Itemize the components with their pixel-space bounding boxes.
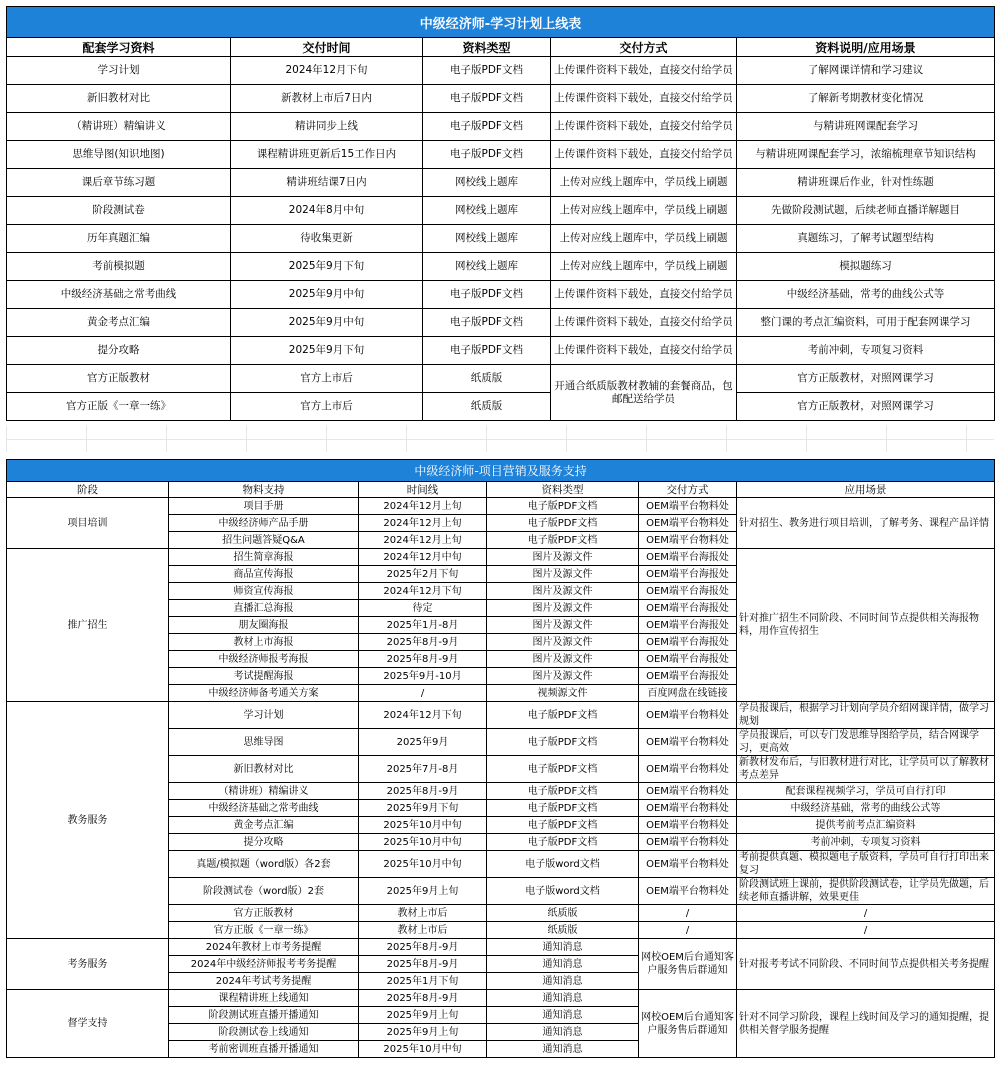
cell-material: 招生简章海报 (169, 549, 359, 566)
cell-time: 2025年1月下旬 (359, 973, 487, 990)
cell-type: 电子版PDF文档 (487, 783, 639, 800)
cell-delivery: OEM端平台海报处 (639, 583, 737, 600)
cell-material: （精讲班）精编讲义 (169, 783, 359, 800)
cell-type: 电子版PDF文档 (423, 309, 551, 337)
cell-desc: 模拟题练习 (737, 253, 995, 281)
column-header: 资料类型 (487, 482, 639, 498)
cell-type: 通知消息 (487, 1007, 639, 1024)
cell-time: 2025年10月中旬 (359, 1041, 487, 1058)
cell-time: 官方上市后 (231, 393, 423, 421)
cell-material: 中级经济基础之常考曲线 (7, 281, 231, 309)
table-row (7, 225, 995, 253)
cell-scene: 配套课程视频学习，学员可自行打印 (737, 783, 995, 800)
table-row (7, 253, 995, 281)
cell-desc: 精讲班课后作业，针对性练题 (737, 169, 995, 197)
cell-time: 2024年8月中旬 (231, 197, 423, 225)
cell-delivery: OEM端平台物料处 (639, 834, 737, 851)
cell-time: 待定 (359, 600, 487, 617)
cell-delivery: 上传课件资料下载处，直接交付给学员 (551, 57, 737, 85)
cell-scene: 新教材发布后，与旧教材进行对比，让学员可以了解教材考点差异 (737, 756, 995, 783)
cell-type: 图片及源文件 (487, 617, 639, 634)
table-row (7, 309, 995, 337)
cell-scene: 阶段测试班上课前，提供阶段测试卷，让学员先做题，后续老师直播讲解，效果更佳 (737, 878, 995, 905)
cell-delivery: OEM端平台海报处 (639, 617, 737, 634)
cell-scene: 针对招生、教务进行项目培训，了解考务、课程产品详情 (737, 498, 995, 549)
cell-type: 电子版PDF文档 (423, 141, 551, 169)
cell-scene: 考前冲刺，专项复习资料 (737, 834, 995, 851)
cell-material: 官方正版《一章一练》 (169, 922, 359, 939)
cell-type: 图片及源文件 (487, 583, 639, 600)
cell-delivery: 百度网盘在线链接 (639, 685, 737, 702)
cell-material: 新旧教材对比 (7, 85, 231, 113)
header-row (7, 482, 995, 498)
cell-time: 教材上市后 (359, 922, 487, 939)
cell-material: 中级经济师产品手册 (169, 515, 359, 532)
cell-scene: 针对报考考试不同阶段、不同时间节点提供相关考务提醒 (737, 939, 995, 990)
cell-delivery: / (639, 905, 737, 922)
cell-type: 图片及源文件 (487, 566, 639, 583)
cell-time: 2024年12月上旬 (359, 498, 487, 515)
cell-time: 2025年10月中旬 (359, 834, 487, 851)
cell-type: 图片及源文件 (487, 668, 639, 685)
cell-time: 2025年8月-9月 (359, 939, 487, 956)
table-row (7, 169, 995, 197)
table-row (7, 85, 995, 113)
cell-time: 2024年12月下旬 (359, 583, 487, 600)
cell-delivery: 上传对应线上题库中，学员线上刷题 (551, 169, 737, 197)
cell-material: 招生问题答疑Q&A (169, 532, 359, 549)
cell-scene: 提供考前考点汇编资料 (737, 817, 995, 834)
cell-delivery: OEM端平台物料处 (639, 498, 737, 515)
cell-material: 朋友圈海报 (169, 617, 359, 634)
cell-type: 电子版PDF文档 (487, 515, 639, 532)
cell-type: 网校线上题库 (423, 253, 551, 281)
column-header: 应用场景 (737, 482, 995, 498)
stage-cell: 推广招生 (7, 549, 169, 702)
cell-delivery: OEM端平台物料处 (639, 800, 737, 817)
cell-scene: 针对不同学习阶段，课程上线时间及学习的通知提醒，提供相关督学服务提醒 (737, 990, 995, 1058)
cell-time: 2025年9月下旬 (231, 253, 423, 281)
study-plan-table (6, 6, 995, 421)
cell-material: 提分攻略 (7, 337, 231, 365)
cell-delivery: OEM端平台海报处 (639, 634, 737, 651)
cell-material: 2024年中级经济师报考考务提醒 (169, 956, 359, 973)
cell-type: 电子版PDF文档 (487, 756, 639, 783)
cell-delivery: OEM端平台物料处 (639, 817, 737, 834)
cell-type: 电子版word文档 (487, 878, 639, 905)
cell-material: 师资宣传海报 (169, 583, 359, 600)
cell-desc: 了解网课详情和学习建议 (737, 57, 995, 85)
column-header: 交付时间 (231, 38, 423, 57)
cell-type: 电子版PDF文档 (487, 800, 639, 817)
cell-type: 图片及源文件 (487, 549, 639, 566)
cell-desc: 先做阶段测试题，后续老师直播详解题目 (737, 197, 995, 225)
column-header: 物料支持 (169, 482, 359, 498)
cell-time: 课程精讲班更新后15工作日内 (231, 141, 423, 169)
cell-delivery: 网校OEM后台通知客户服务售后群通知 (639, 939, 737, 990)
cell-time: 新教材上市后7日内 (231, 85, 423, 113)
cell-material: 直播汇总海报 (169, 600, 359, 617)
cell-time: 2024年12月下旬 (359, 702, 487, 729)
cell-time: 精讲班结课7日内 (231, 169, 423, 197)
cell-material: 阶段测试卷（word版）2套 (169, 878, 359, 905)
cell-type: 通知消息 (487, 939, 639, 956)
cell-time: 2025年9月下旬 (231, 337, 423, 365)
cell-type: 网校线上题库 (423, 225, 551, 253)
cell-type: 纸质版 (423, 393, 551, 421)
cell-time: 2025年9月上旬 (359, 878, 487, 905)
table-row (7, 113, 995, 141)
stage-cell: 项目培训 (7, 498, 169, 549)
cell-type: 纸质版 (487, 922, 639, 939)
cell-material: 官方正版教材 (169, 905, 359, 922)
table-row (7, 939, 995, 956)
cell-material: 新旧教材对比 (169, 756, 359, 783)
cell-type: 通知消息 (487, 956, 639, 973)
column-header: 交付方式 (551, 38, 737, 57)
stage-cell: 督学支持 (7, 990, 169, 1058)
cell-desc: 与精讲班网课配套学习 (737, 113, 995, 141)
cell-material: 考前模拟题 (7, 253, 231, 281)
cell-material: 学习计划 (7, 57, 231, 85)
cell-material: 2024年考试考务提醒 (169, 973, 359, 990)
cell-delivery: OEM端平台物料处 (639, 532, 737, 549)
cell-desc: 与精讲班网课配套学习，浓缩梳理章节知识结构 (737, 141, 995, 169)
column-header: 时间线 (359, 482, 487, 498)
spreadsheet-gridlines (6, 426, 994, 452)
cell-material: 中级经济基础之常考曲线 (169, 800, 359, 817)
title-row (7, 460, 995, 482)
cell-type: 网校线上题库 (423, 197, 551, 225)
cell-time: 2025年9月上旬 (359, 1024, 487, 1041)
cell-delivery: OEM端平台海报处 (639, 668, 737, 685)
table-row (7, 141, 995, 169)
cell-material: 项目手册 (169, 498, 359, 515)
cell-delivery: OEM端平台物料处 (639, 702, 737, 729)
cell-material: 中级经济师备考通关方案 (169, 685, 359, 702)
cell-desc: 了解新考期教材变化情况 (737, 85, 995, 113)
cell-desc: 考前冲刺，专项复习资料 (737, 337, 995, 365)
cell-time: 教材上市后 (359, 905, 487, 922)
cell-time: 2025年7月-8月 (359, 756, 487, 783)
cell-material: 课程精讲班上线通知 (169, 990, 359, 1007)
cell-material: 历年真题汇编 (7, 225, 231, 253)
table-row (7, 393, 995, 421)
cell-time: 2025年9月中旬 (231, 309, 423, 337)
cell-type: 通知消息 (487, 1041, 639, 1058)
cell-material: 商品宣传海报 (169, 566, 359, 583)
cell-delivery: OEM端平台物料处 (639, 878, 737, 905)
cell-desc: 官方正版教材，对照网课学习 (737, 393, 995, 421)
cell-delivery: OEM端平台海报处 (639, 651, 737, 668)
cell-delivery: 上传课件资料下载处，直接交付给学员 (551, 113, 737, 141)
cell-desc: 真题练习，了解考试题型结构 (737, 225, 995, 253)
cell-time: 2025年9月上旬 (359, 1007, 487, 1024)
table-title: 中级经济师-学习计划上线表 (7, 7, 995, 38)
cell-time: 2024年12月下旬 (231, 57, 423, 85)
cell-delivery: 上传对应线上题库中，学员线上刷题 (551, 225, 737, 253)
stage-cell: 考务服务 (7, 939, 169, 990)
cell-scene: / (737, 922, 995, 939)
cell-delivery: 网校OEM后台通知客户服务售后群通知 (639, 990, 737, 1058)
cell-time: 2025年8月-9月 (359, 651, 487, 668)
cell-time: / (359, 685, 487, 702)
stage-cell: 教务服务 (7, 702, 169, 939)
header-row (7, 38, 995, 57)
cell-type: 纸质版 (423, 365, 551, 393)
cell-time: 2025年9月中旬 (231, 281, 423, 309)
cell-desc: 官方正版教材，对照网课学习 (737, 365, 995, 393)
cell-time: 2025年10月中旬 (359, 817, 487, 834)
cell-time: 2025年8月-9月 (359, 990, 487, 1007)
cell-time: 2025年2月下旬 (359, 566, 487, 583)
cell-type: 图片及源文件 (487, 634, 639, 651)
column-header: 配套学习资料 (7, 38, 231, 57)
cell-delivery: OEM端平台物料处 (639, 756, 737, 783)
cell-type: 电子版PDF文档 (487, 702, 639, 729)
cell-scene: 学员报课后，可以专门发思维导图给学员，结合网课学习，更高效 (737, 729, 995, 756)
cell-desc: 中级经济基础，常考的曲线公式等 (737, 281, 995, 309)
table-row (7, 337, 995, 365)
cell-material: 黄金考点汇编 (7, 309, 231, 337)
cell-delivery: / (639, 922, 737, 939)
cell-scene: 针对推广招生不同阶段、不同时间节点提供相关海报物料，用作宣传招生 (737, 549, 995, 702)
cell-delivery: 上传课件资料下载处，直接交付给学员 (551, 141, 737, 169)
cell-time: 2024年12月中旬 (359, 549, 487, 566)
cell-time: 官方上市后 (231, 365, 423, 393)
cell-material: 阶段测试班直播开播通知 (169, 1007, 359, 1024)
cell-desc: 整门课的考点汇编资料，可用于配套网课学习 (737, 309, 995, 337)
cell-material: 黄金考点汇编 (169, 817, 359, 834)
table-title: 中级经济师-项目营销及服务支持 (7, 460, 995, 482)
cell-material: 官方正版教材 (7, 365, 231, 393)
cell-time: 待收集更新 (231, 225, 423, 253)
cell-time: 2024年12月上旬 (359, 532, 487, 549)
cell-type: 图片及源文件 (487, 600, 639, 617)
cell-time: 2024年12月上旬 (359, 515, 487, 532)
cell-time: 精讲同步上线 (231, 113, 423, 141)
cell-material: （精讲班）精编讲义 (7, 113, 231, 141)
cell-type: 通知消息 (487, 1024, 639, 1041)
cell-material: 官方正版《一章一练》 (7, 393, 231, 421)
cell-delivery: OEM端平台海报处 (639, 600, 737, 617)
cell-delivery: 上传对应线上题库中，学员线上刷题 (551, 253, 737, 281)
cell-type: 电子版PDF文档 (423, 85, 551, 113)
cell-time: 2025年8月-9月 (359, 956, 487, 973)
cell-type: 通知消息 (487, 990, 639, 1007)
cell-type: 电子版PDF文档 (423, 57, 551, 85)
cell-material: 提分攻略 (169, 834, 359, 851)
cell-type: 电子版PDF文档 (423, 113, 551, 141)
cell-delivery: OEM端平台物料处 (639, 783, 737, 800)
cell-time: 2025年8月-9月 (359, 634, 487, 651)
table-row (7, 498, 995, 515)
column-header: 交付方式 (639, 482, 737, 498)
cell-material: 教材上市海报 (169, 634, 359, 651)
cell-type: 图片及源文件 (487, 651, 639, 668)
title-row (7, 7, 995, 38)
cell-time: 2025年8月-9月 (359, 783, 487, 800)
cell-time: 2025年9月 (359, 729, 487, 756)
cell-material: 阶段测试卷 (7, 197, 231, 225)
cell-material: 真题/模拟题（word版）各2套 (169, 851, 359, 878)
column-header: 资料说明/应用场景 (737, 38, 995, 57)
cell-delivery: 上传对应线上题库中，学员线上刷题 (551, 197, 737, 225)
cell-material: 考试提醒海报 (169, 668, 359, 685)
cell-material: 考前密训班直播开播通知 (169, 1041, 359, 1058)
cell-type: 视频源文件 (487, 685, 639, 702)
cell-material: 思维导图(知识地图) (7, 141, 231, 169)
cell-type: 网校线上题库 (423, 169, 551, 197)
cell-scene: 考前提供真题、模拟题电子版资料，学员可自行打印出来复习 (737, 851, 995, 878)
cell-delivery: 上传课件资料下载处，直接交付给学员 (551, 281, 737, 309)
cell-delivery: 上传课件资料下载处，直接交付给学员 (551, 337, 737, 365)
cell-material: 课后章节练习题 (7, 169, 231, 197)
column-header: 资料类型 (423, 38, 551, 57)
cell-delivery: 上传课件资料下载处，直接交付给学员 (551, 85, 737, 113)
cell-type: 纸质版 (487, 905, 639, 922)
cell-delivery: 开通合纸质版教材教辅的套餐商品，包邮配送给学员 (551, 365, 737, 421)
table-row (7, 197, 995, 225)
cell-type: 电子版word文档 (487, 851, 639, 878)
cell-delivery: OEM端平台物料处 (639, 851, 737, 878)
cell-type: 电子版PDF文档 (487, 817, 639, 834)
table-row (7, 990, 995, 1007)
cell-scene: / (737, 905, 995, 922)
column-header: 阶段 (7, 482, 169, 498)
cell-delivery: OEM端平台海报处 (639, 549, 737, 566)
table-row (7, 702, 995, 729)
cell-delivery: 上传课件资料下载处，直接交付给学员 (551, 309, 737, 337)
cell-type: 电子版PDF文档 (487, 498, 639, 515)
marketing-support-table (6, 459, 995, 1058)
cell-time: 2025年9月-10月 (359, 668, 487, 685)
table-row (7, 365, 995, 393)
cell-delivery: OEM端平台物料处 (639, 515, 737, 532)
cell-time: 2025年1月-8月 (359, 617, 487, 634)
cell-scene: 学员报课后，根据学习计划向学员介绍网课详情，做学习规划 (737, 702, 995, 729)
table-row (7, 57, 995, 85)
cell-material: 思维导图 (169, 729, 359, 756)
table-row (7, 281, 995, 309)
cell-type: 电子版PDF文档 (487, 729, 639, 756)
cell-type: 电子版PDF文档 (423, 337, 551, 365)
cell-type: 通知消息 (487, 973, 639, 990)
cell-material: 中级经济师报考海报 (169, 651, 359, 668)
cell-type: 电子版PDF文档 (487, 532, 639, 549)
table-row (7, 549, 995, 566)
cell-material: 阶段测试卷上线通知 (169, 1024, 359, 1041)
cell-time: 2025年10月中旬 (359, 851, 487, 878)
cell-delivery: OEM端平台物料处 (639, 729, 737, 756)
cell-type: 电子版PDF文档 (487, 834, 639, 851)
cell-delivery: OEM端平台海报处 (639, 566, 737, 583)
cell-type: 电子版PDF文档 (423, 281, 551, 309)
cell-material: 2024年教材上市考务提醒 (169, 939, 359, 956)
cell-time: 2025年9月下旬 (359, 800, 487, 817)
cell-material: 学习计划 (169, 702, 359, 729)
cell-scene: 中级经济基础，常考的曲线公式等 (737, 800, 995, 817)
